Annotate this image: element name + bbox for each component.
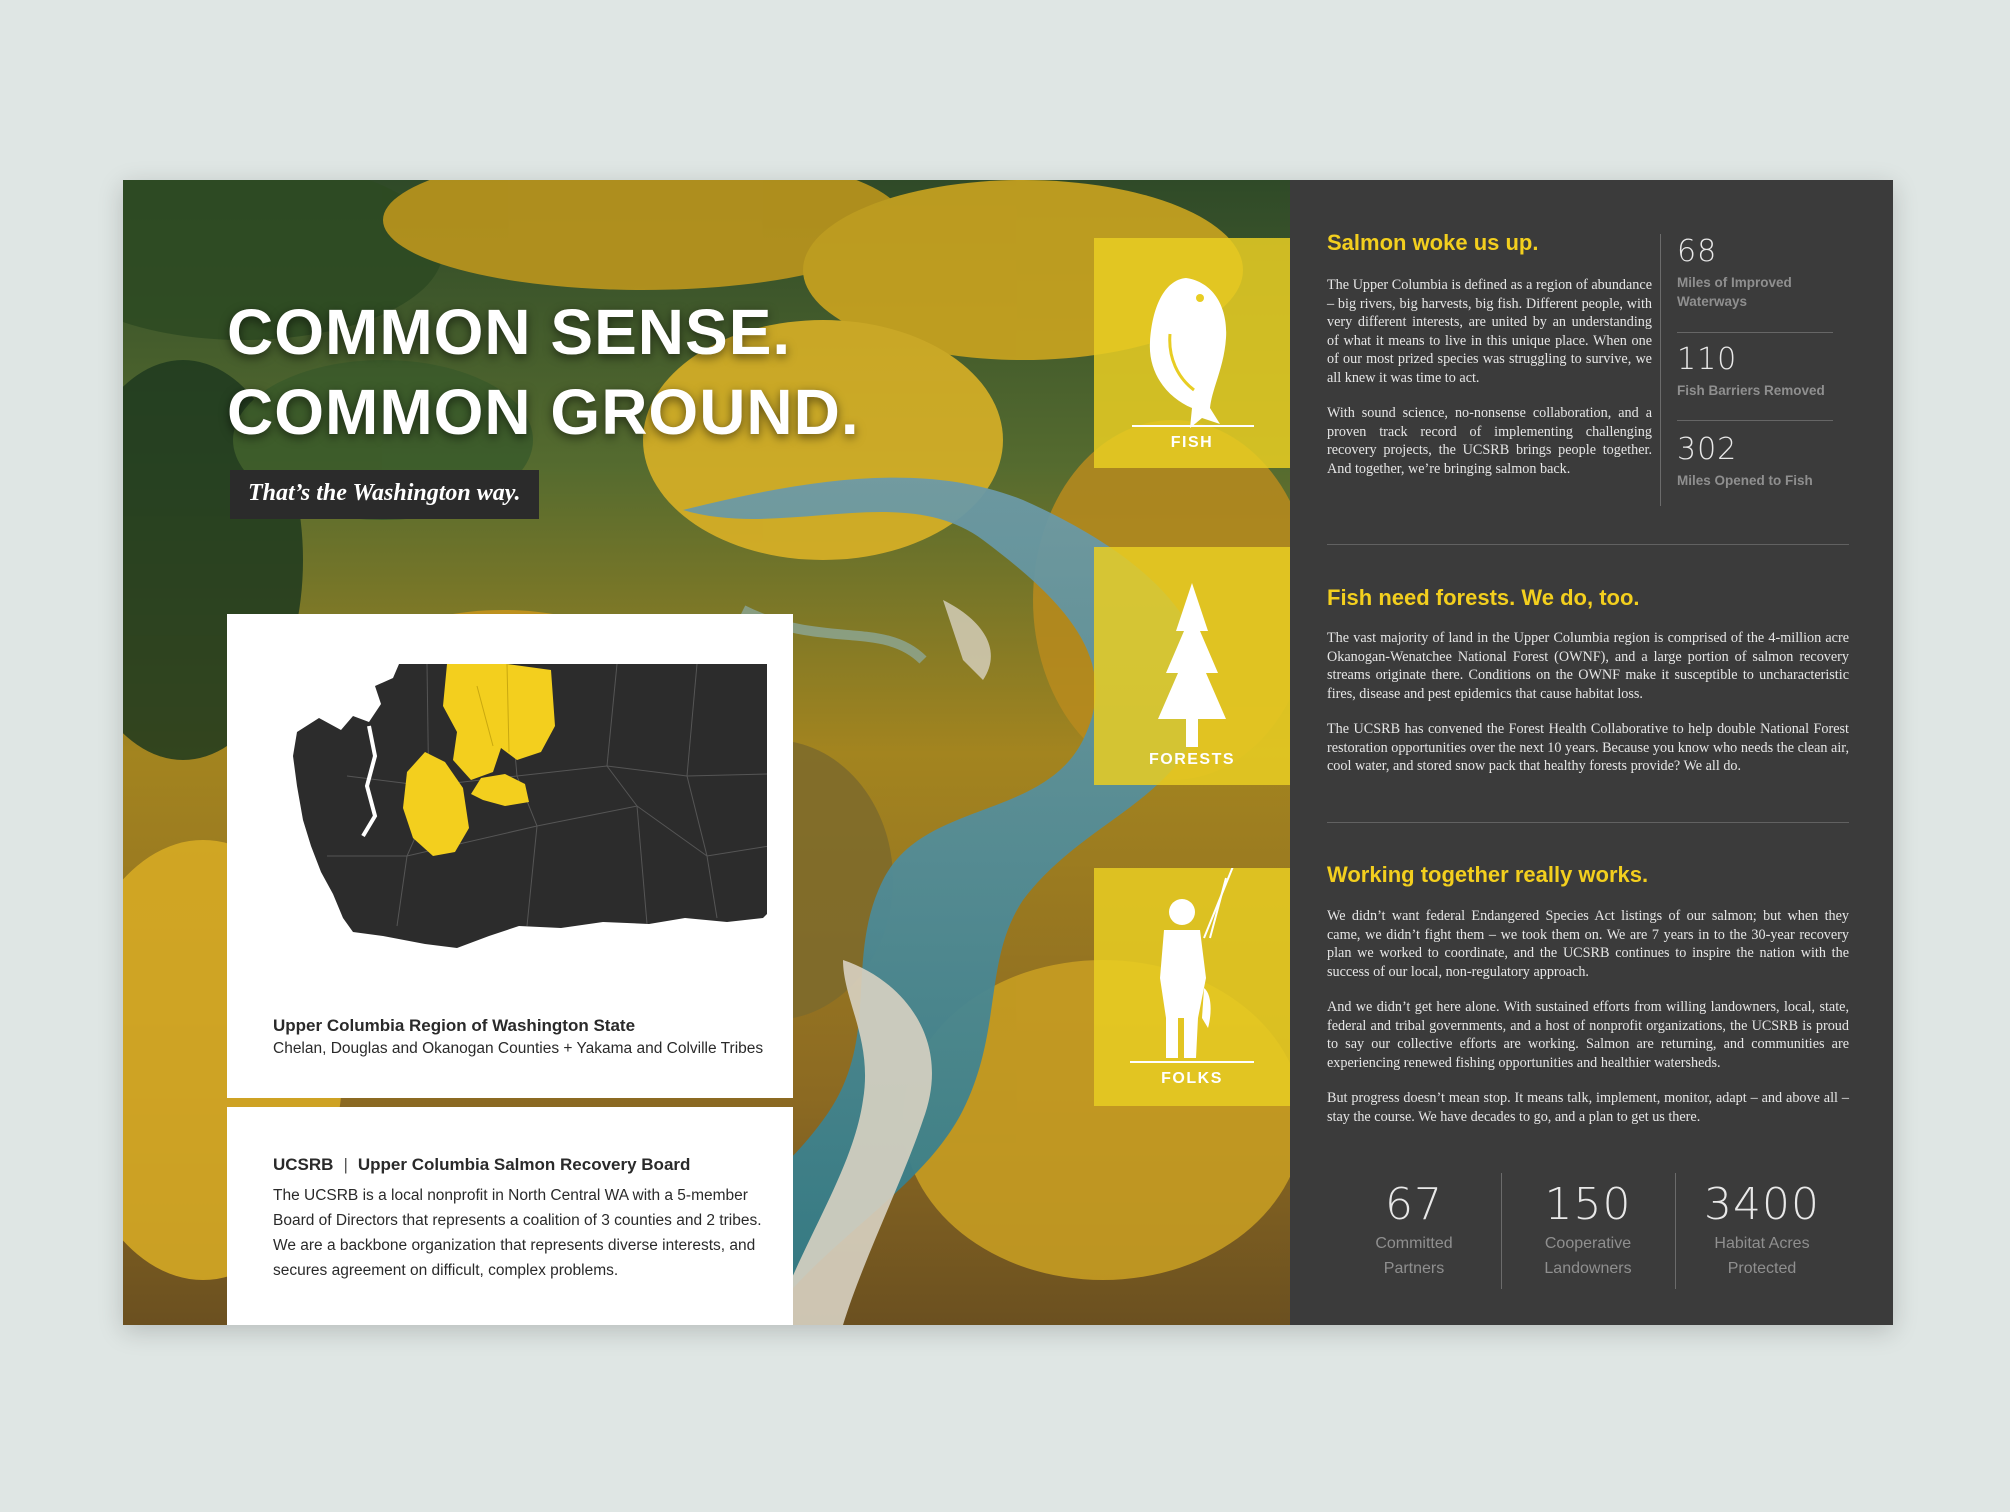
side-stat-3-value: 302 xyxy=(1677,432,1738,467)
section-divider xyxy=(1327,544,1849,545)
side-stats-divider xyxy=(1660,234,1661,506)
tile-folks-label: FOLKS xyxy=(1161,1070,1223,1087)
side-stat-rule xyxy=(1677,332,1833,333)
org-title-separator: | xyxy=(343,1155,348,1174)
map-caption-subtitle: Chelan, Douglas and Okanogan Counties + Yakama and Colville Tribes xyxy=(273,1040,764,1057)
working-paragraph-1: We didn’t want federal Endangered Species Act listings of our salmon; but when they came, we didn’t fight them – we took them on. We are 7 years in to the 30-year recovery plan we worked to coordinate, and the UCSRB continues to inspire the nation with the success of our local, non-regulatory approach. xyxy=(1327,908,1849,980)
brochure-spread xyxy=(123,180,1893,1325)
side-stat-3 xyxy=(1677,432,1849,490)
bottom-stat-1-label-line-2: Partners xyxy=(1383,1260,1445,1277)
working-paragraph-3: But progress doesn’t mean stop. It means talk, implement, monitor, adapt – and above all – stay the course. We have decades to go, and a plan to get us there. xyxy=(1327,1090,1849,1125)
section-heading-salmon: Salmon woke us up. xyxy=(1327,230,1539,255)
side-stat-2-value: 110 xyxy=(1677,342,1738,377)
side-stat-3-label: Miles Opened to Fish xyxy=(1677,473,1813,488)
bottom-stat-3 xyxy=(1675,1173,1849,1280)
tile-fish xyxy=(1094,238,1290,468)
org-description: The UCSRB is a local nonprofit in North Central WA with a 5-member Board of Directors that represents a coalition of 3 counties and 2 tribes. We are a backbone organization that represents diverse interests, and secures agreement on difficult, complex problems. xyxy=(273,1187,762,1279)
bottom-stat-3-label-line-2: Protected xyxy=(1727,1260,1797,1277)
aerial-river-photo xyxy=(123,180,1290,1325)
forests-paragraph-1: The vast majority of land in the Upper Columbia region is comprised of the 4-million acre Okanogan-Wenatchee National Forest (OWNF), and a large portion of salmon recovery streams originate there. Conditions on the OWNF make it susceptible to uncharacteristic fires, disease and pest epidemics that cause habitat loss. xyxy=(1327,630,1849,702)
tile-folks xyxy=(1094,868,1290,1106)
tile-forests xyxy=(1094,547,1290,785)
headline xyxy=(227,292,860,452)
bottom-stat-1 xyxy=(1327,1173,1501,1280)
side-stat-2 xyxy=(1677,342,1849,400)
side-stat-1-label: Miles of Improved Waterways xyxy=(1677,275,1792,309)
side-stat-1 xyxy=(1677,234,1849,311)
bottom-stats xyxy=(1327,1173,1849,1291)
org-card xyxy=(227,1107,793,1325)
side-stat-1-value: 68 xyxy=(1677,234,1718,269)
tile-fish-label: FISH xyxy=(1170,434,1214,451)
working-paragraph-2: And we didn’t get here alone. With sustained efforts from willing landowners, local, state, federal and tribal governments, and a host of nonprofit organizations, the UCSRB is proud to say our collective efforts are working. Salmon are returning, and communities are experiencing renewed fishing opportunities and healthier watersheds. xyxy=(1327,999,1849,1071)
side-stat-rule xyxy=(1677,420,1833,421)
headline-line-1: COMMON SENSE. xyxy=(227,296,792,368)
section-heading-working: Working together really works. xyxy=(1327,862,1649,887)
org-name: Upper Columbia Salmon Recovery Board xyxy=(357,1155,691,1174)
side-stat-2-label: Fish Barriers Removed xyxy=(1677,383,1825,398)
map-card xyxy=(227,614,793,1098)
salmon-paragraph-2: With sound science, no-nonsense collaboration, and a proven track record of implementing challenging recovery projects, the UCSRB brings people together. And together, we’re bringing salmon back. xyxy=(1327,405,1652,477)
bottom-stat-2-value: 150 xyxy=(1544,1179,1632,1230)
section-body-salmon xyxy=(1327,276,1652,495)
org-title xyxy=(273,1155,690,1175)
forests-paragraph-2: The UCSRB has convened the Forest Health Collaborative to help double National Forest restoration opportunities over the next 10 years. Because you know who needs the clean air, cool water, and stored snow pack that healthy forests provide? We all do. xyxy=(1327,721,1849,774)
map-caption-title: Upper Columbia Region of Washington State xyxy=(273,1016,636,1035)
section-body-forests xyxy=(1327,629,1849,793)
tagline: That’s the Washington way. xyxy=(230,470,539,519)
headline-line-2: COMMON GROUND. xyxy=(227,376,860,448)
tile-forests-label: FORESTS xyxy=(1148,751,1236,768)
bottom-stat-1-value: 67 xyxy=(1385,1179,1443,1230)
salmon-paragraph-1: The Upper Columbia is defined as a region of abundance – big rivers, big harvests, big fish. Different people, with very different interests, are united by an understanding of what it means to live in this unique place. When one of our most prized species was struggling to survive, we all knew it was time to act. xyxy=(1327,277,1652,386)
info-panel xyxy=(1290,180,1893,1325)
bottom-stat-3-label-line-1: Habitat Acres xyxy=(1714,1235,1810,1252)
bottom-stat-2-label-line-2: Landowners xyxy=(1544,1260,1632,1277)
bottom-stat-2 xyxy=(1501,1173,1675,1280)
section-divider xyxy=(1327,822,1849,823)
section-heading-forests: Fish need forests. We do, too. xyxy=(1327,585,1640,610)
bottom-stat-2-label-line-1: Cooperative xyxy=(1544,1235,1632,1252)
tree-icon xyxy=(1094,547,1290,785)
bottom-stat-3-value: 3400 xyxy=(1704,1179,1820,1230)
org-acronym: UCSRB xyxy=(273,1155,334,1174)
section-body-working xyxy=(1327,907,1849,1143)
washington-state-map xyxy=(257,656,767,966)
bottom-stat-1-label-line-1: Committed xyxy=(1375,1235,1453,1252)
